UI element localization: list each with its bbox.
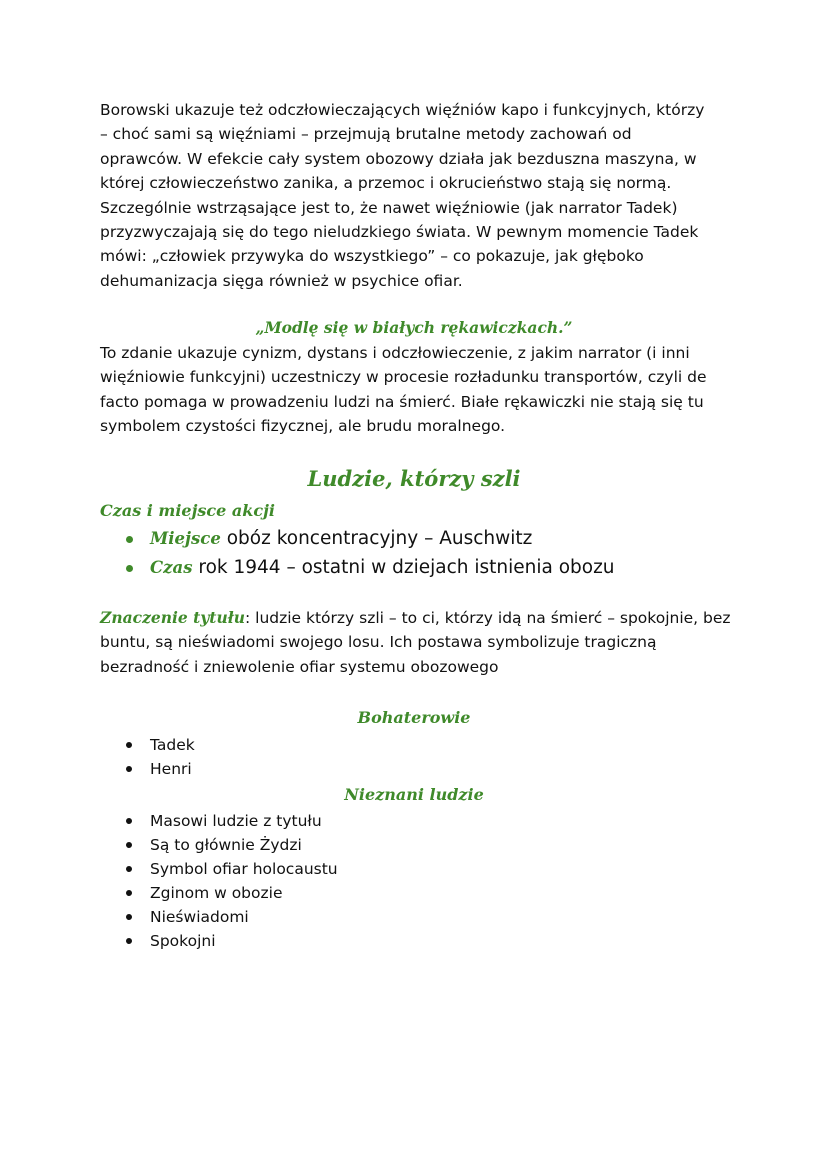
quote-line: To zdanie ukazuje cynizm, dystans i odczłowieczenie, z jakim narrator (i inni [100, 344, 690, 362]
intro-paragraph [100, 98, 740, 293]
bullet-icon [126, 742, 132, 748]
unknown-people-title: Nieznani ludzie [344, 785, 484, 804]
list-item [126, 733, 195, 757]
intro-line: oprawców. W efekcie cały system obozowy działa jak bezduszna maszyna, w [100, 149, 697, 168]
quote-line: więźniowie funkcyjni) uczestniczy w procesie rozładunku transportów, czyli de [100, 368, 707, 387]
bullet-icon [126, 890, 132, 896]
bullet-icon [126, 565, 133, 572]
intro-line: – choć sami są więźniami – przejmują brutalne metody zachowań od [100, 125, 632, 144]
list-item-text: Spokojni [150, 932, 216, 950]
document-page [100, 98, 740, 950]
list-item [126, 929, 338, 953]
meaning-first-line: : ludzie którzy szli – to ci, którzy idą na śmierć – spokojnie, bez [244, 609, 731, 627]
meaning-line [100, 606, 731, 630]
bullet-icon [126, 536, 133, 543]
bullet-icon [126, 866, 132, 872]
meaning-label: Znaczenie tytułu [100, 608, 245, 627]
hero-name: Henri [150, 760, 192, 778]
quote-line: facto pomaga w prowadzeniu ludzi na śmierć. Białe rękawiczki nie stają się tu [100, 392, 704, 411]
list-item-text: Masowi ludzie z tytułu [150, 812, 322, 830]
bullet-icon [126, 938, 132, 944]
bullet-icon [126, 766, 132, 772]
place-label: Miejsce [150, 529, 221, 548]
bullet-icon [126, 818, 132, 824]
intro-line: Borowski ukazuje też odczłowieczających więźniów kapo i funkcyjnych, którzy [100, 101, 705, 119]
list-item [126, 554, 615, 583]
list-item [126, 881, 338, 905]
intro-line: dehumanizacja sięga również w psychice ofiar. [100, 271, 463, 290]
intro-line: Szczególnie wstrząsające jest to, że nawet więźniowie (jak narrator Tadek) [100, 198, 678, 217]
list-item-text: Nieświadomi [150, 908, 249, 926]
list-item [126, 833, 338, 857]
setting-subtitle: Czas i miejsce akcji [100, 501, 275, 520]
quote-line: symbolem czystości fizycznej, ale brudu moralnego. [100, 417, 506, 436]
meaning-line: bezradność i zniewolenie ofiar systemu obozowego [100, 657, 499, 676]
heroes-title: Bohaterowie [357, 708, 471, 727]
title-meaning-paragraph [100, 606, 731, 679]
unknown-people-list [126, 809, 338, 953]
quote-paragraph [100, 341, 707, 439]
list-item [126, 525, 615, 554]
list-item-text: Zginom w obozie [150, 884, 283, 902]
bullet-icon [126, 842, 132, 848]
list-item [126, 905, 338, 929]
list-item [126, 757, 195, 781]
list-item [126, 857, 338, 881]
list-item-text: Są to głównie Żydzi [150, 836, 302, 854]
place-value: obóz koncentracyjny – Auschwitz [220, 528, 533, 549]
list-item [126, 809, 338, 833]
section-title: Ludzie, którzy szli [307, 466, 521, 491]
heroes-list [126, 733, 195, 781]
quote-title: „Modlę się w białych rękawiczkach.” [255, 318, 573, 337]
intro-line: mówi: „człowiek przywyka do wszystkiego” – co pokazuje, jak głęboko [100, 247, 644, 266]
list-item-text: Symbol ofiar holocaustu [150, 860, 338, 878]
hero-name: Tadek [150, 736, 195, 754]
bullet-icon [126, 914, 132, 920]
meaning-line: buntu, są nieświadomi swojego losu. Ich postawa symbolizuje tragiczną [100, 633, 657, 652]
setting-list [126, 525, 615, 582]
time-label: Czas [150, 557, 193, 577]
intro-line: przyzwyczajają się do tego nieludzkiego świata. W pewnym momencie Tadek [100, 223, 699, 242]
time-value: rok 1944 – ostatni w dziejach istnienia obozu [192, 556, 615, 578]
intro-line: której człowieczeństwo zanika, a przemoc i okrucieństwo stają się normą. [100, 174, 672, 193]
